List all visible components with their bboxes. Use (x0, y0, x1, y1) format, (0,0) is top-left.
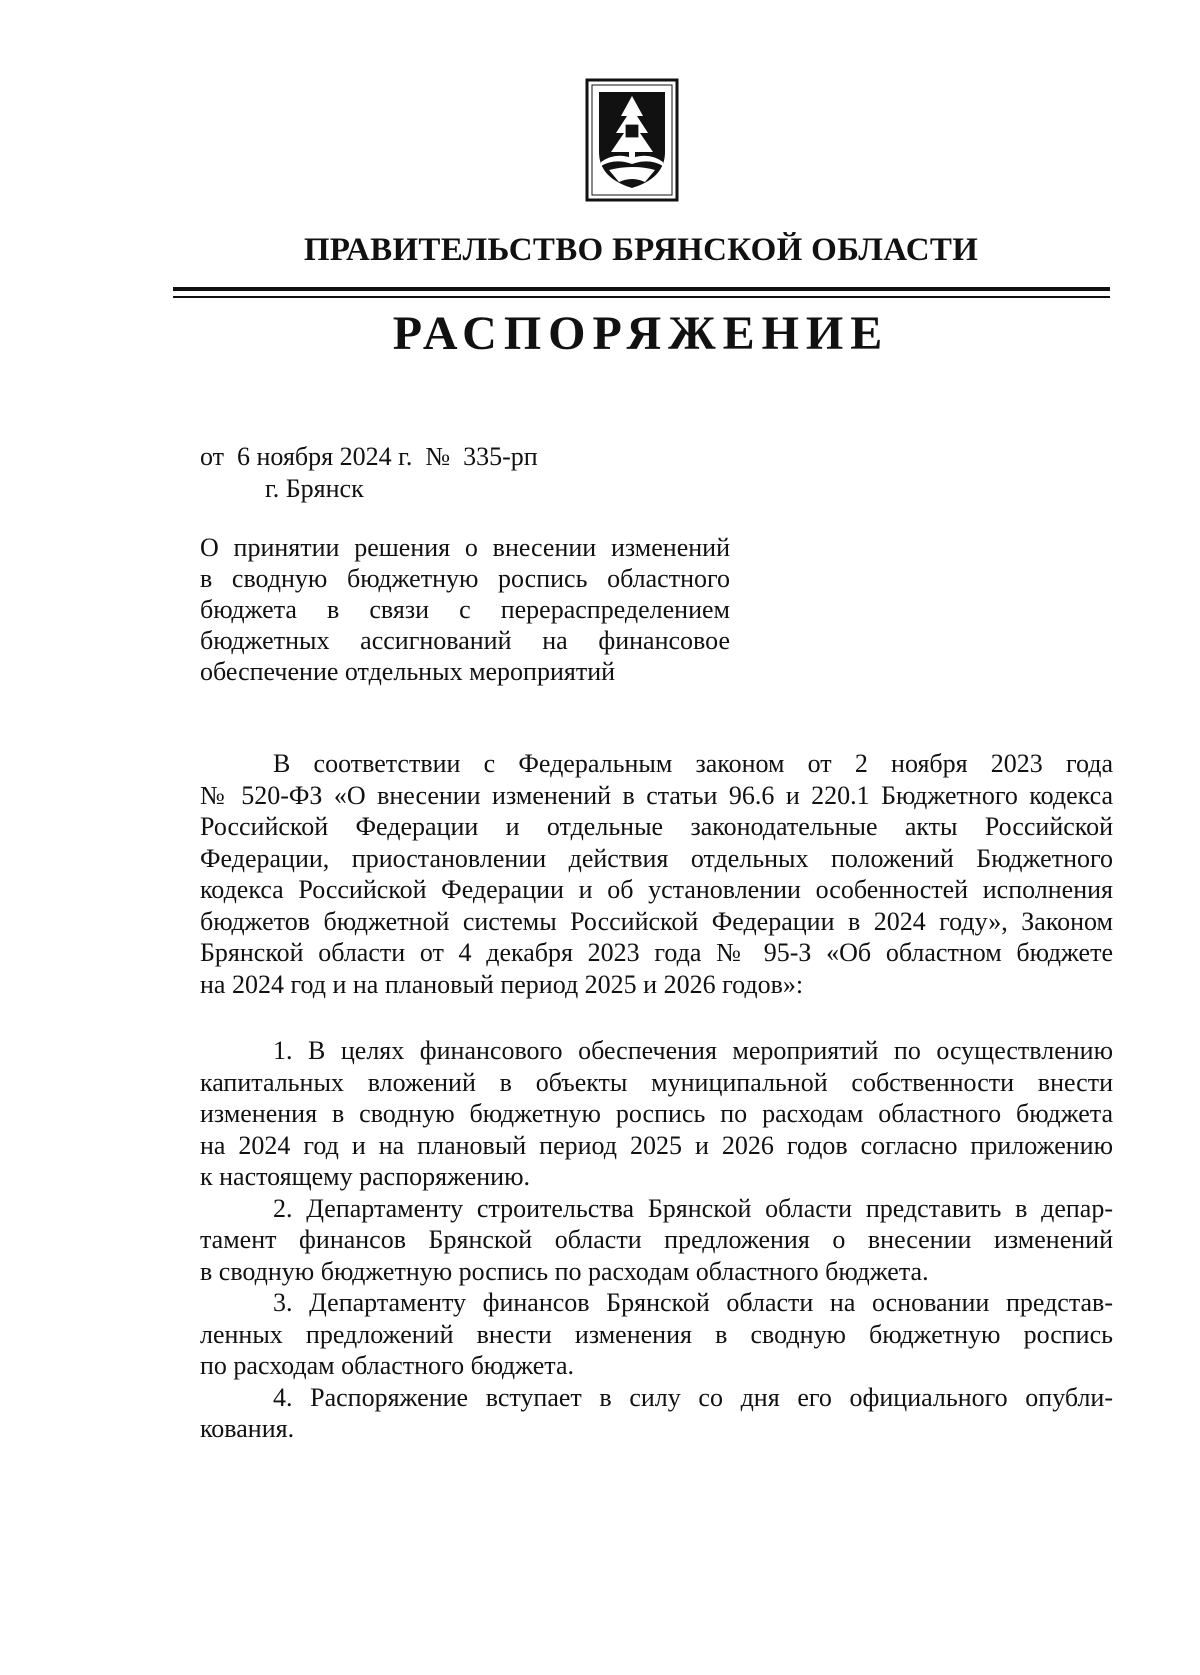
document-type-title: РАСПОРЯЖЕНИЕ (392, 307, 890, 360)
subject-line: бюджета в связи с перераспределением (200, 595, 730, 624)
document-subject (200, 532, 730, 687)
subject-line: О принятии решения о внесении изменений (200, 533, 730, 562)
government-title: ПРАВИТЕЛЬСТВО БРЯНСКОЙ ОБЛАСТИ (303, 232, 979, 268)
bryansk-coat-of-arms-icon (585, 78, 679, 202)
item-line: ленных предложений внести изменения в сводную бюджетную роспись (200, 1319, 1113, 1349)
header-divider-thin (173, 296, 1110, 298)
preamble-line: Российской Федерации и отдельные законодательные акты Российской (200, 812, 1113, 841)
item-line: 4. Распоряжение вступает в силу со дня его официального опубли- (273, 1382, 1113, 1412)
order-item-2 (200, 1193, 1113, 1288)
preamble-paragraph (200, 748, 1113, 1000)
item-line: капитальных вложений в объекты муниципальной собственности внести (200, 1067, 1113, 1097)
subject-line: в сводную бюджетную роспись областного (200, 564, 730, 593)
item-line: кования. (200, 1414, 295, 1443)
item-line: к настоящему распоряжению. (200, 1162, 530, 1191)
order-item-1 (200, 1035, 1113, 1193)
item-line: 3. Департаменту финансов Брянской области на основании представ- (273, 1288, 1113, 1317)
document-date-number: от 6 ноября 2024 г. № 335-рп (200, 442, 538, 471)
subject-line: бюджетных ассигнований на финансовое (200, 626, 730, 655)
item-line: 2. Департаменту строительства Брянской области представить в депар- (273, 1193, 1113, 1223)
item-line: в сводную бюджетную роспись по расходам областного бюджета. (200, 1256, 929, 1286)
preamble-line: В соответствии с Федеральным законом от 2 ноября 2023 года (273, 749, 1113, 778)
preamble-line: бюджетов бюджетной системы Российской Федерации в 2024 году», Законом (200, 906, 1113, 936)
preamble-line: кодекса Российской Федерации и об установлении особенностей исполнения (200, 875, 1113, 904)
subject-line: обеспечение отдельных мероприятий (200, 657, 616, 686)
order-item-4 (200, 1382, 1113, 1445)
preamble-line: на 2024 год и на плановый период 2025 и 2026 годов»: (200, 969, 804, 999)
item-line: на 2024 год и на плановый период 2025 и 2026 годов согласно приложению (200, 1130, 1113, 1160)
item-line: по расходам областного бюджета. (200, 1351, 575, 1380)
item-line: 1. В целях финансового обеспечения мероприятий по осуществлению (273, 1036, 1113, 1065)
document-city: г. Брянск (265, 474, 364, 503)
order-items (200, 1035, 1113, 1445)
header-divider-thick (173, 287, 1110, 291)
item-line: изменения в сводную бюджетную роспись по расходам областного бюджета (200, 1099, 1113, 1128)
order-item-3 (200, 1287, 1113, 1382)
preamble-line: Федерации, приостановлении действия отдельных положений Бюджетного (200, 843, 1113, 873)
preamble-line: № 520-ФЗ «О внесении изменений в статьи 96.6 и 220.1 Бюджетного кодекса (200, 780, 1113, 810)
preamble-line: Брянской области от 4 декабря 2023 года № 95-З «Об областном бюджете (200, 938, 1113, 967)
item-line: тамент финансов Брянской области предложения о внесении изменений (200, 1225, 1113, 1254)
